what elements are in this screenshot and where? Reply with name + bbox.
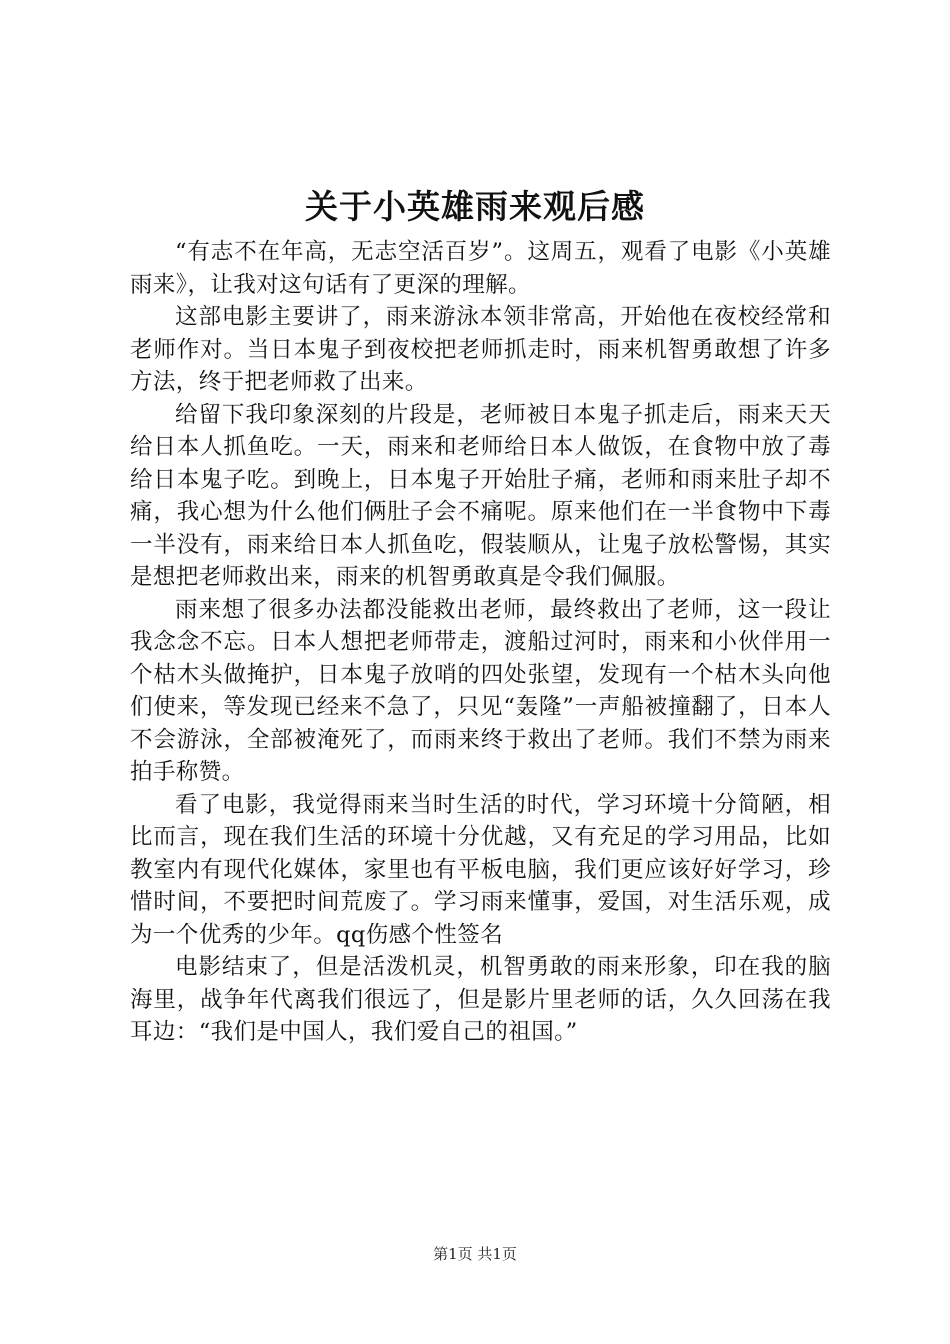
paragraph-1: “有志不在年高，无志空活百岁”。这周五，观看了电影《小英雄雨来》，让我对这句话有了更深的理解。 xyxy=(130,239,831,298)
paragraph-4: 雨来想了很多办法都没能救出老师，最终救出了老师，这一段让我念念不忘。日本人想把老师带走，渡船过河时，雨来和小伙伴用一个枯木头做掩护，日本鬼子放哨的四处张望，发现有一个枯木头向他们使来，等发现已经来不急了，只见“轰隆”一声船被撞翻了，日本人不会游泳，全部被淹死了，而雨来终于救出了老师。我们不禁为雨来拍手称赞。 xyxy=(130,596,831,785)
document-body xyxy=(130,236,831,1049)
paragraph-2: 这部电影主要讲了，雨来游泳本领非常高，开始他在夜校经常和老师作对。当日本鬼子到夜校把老师抓走时，雨来机智勇敢想了许多方法，终于把老师救了出来。 xyxy=(130,304,831,395)
paragraph-5: 看了电影，我觉得雨来当时生活的时代，学习环境十分简陋，相比而言，现在我们生活的环境十分优越，又有充足的学习用品，比如教室内有现代化媒体，家里也有平板电脑，我们更应该好好学习，珍惜时间，不要把时间荒废了。学习雨来懂事，爱国，对生活乐观，成为一个优秀的少年。qq伤感个性签名 xyxy=(130,791,831,948)
page-footer: 第1页 共1页 xyxy=(433,1245,517,1263)
paragraph-3: 给留下我印象深刻的片段是，老师被日本鬼子抓走后，雨来天天给日本人抓鱼吃。一天，雨来和老师给日本人做饭，在食物中放了毒给日本鬼子吃。到晚上，日本鬼子开始肚子痛，老师和雨来肚子却不痛，我心想为什么他们俩肚子会不痛呢。原来他们在一半食物中下毒一半没有，雨来给日本人抓鱼吃，假装顺从，让鬼子放松警惕，其实是想把老师救出来，雨来的机智勇敢真是令我们佩服。 xyxy=(130,401,831,590)
paragraph-6: 电影结束了，但是活泼机灵，机智勇敢的雨来形象，印在我的脑海里，战争年代离我们很远了，但是影片里老师的话，久久回荡在我耳边：“我们是中国人，我们爱自己的祖国。” xyxy=(130,954,831,1045)
document-title: 关于小英雄雨来观后感 xyxy=(305,187,645,226)
